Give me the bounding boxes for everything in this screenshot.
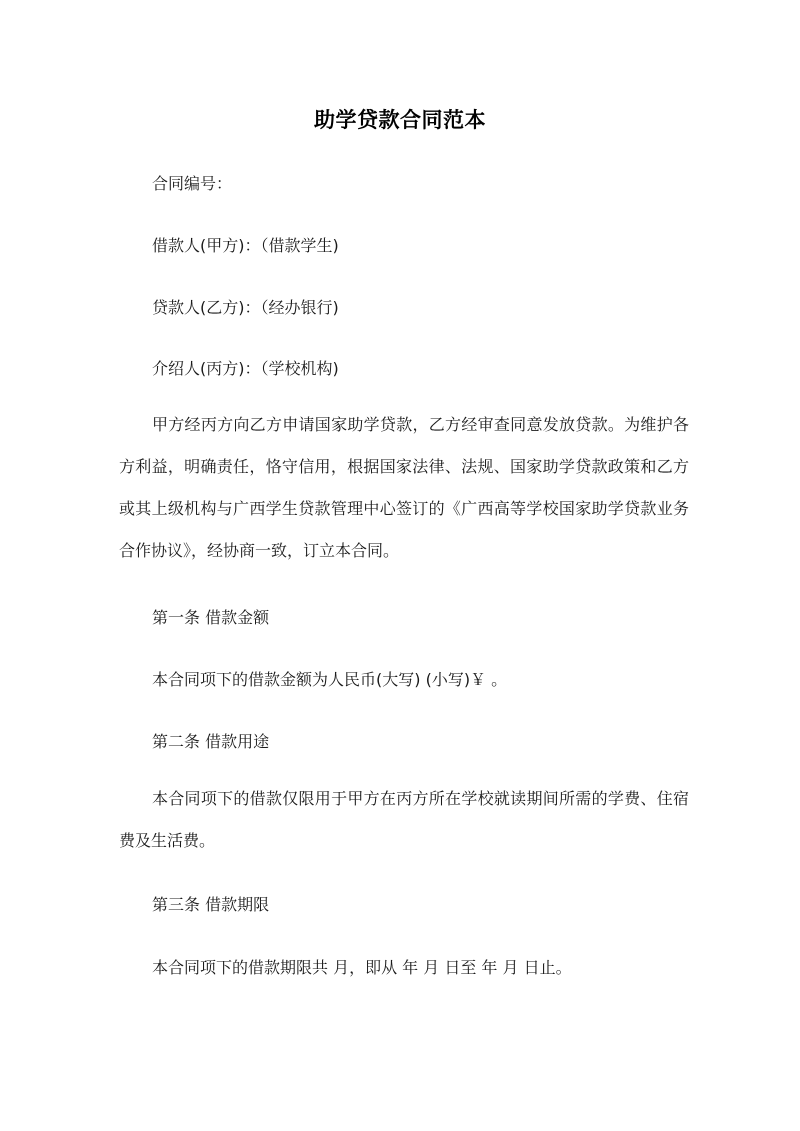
- borrower-line: 借款人(甲方)：（借款学生): [152, 236, 339, 255]
- article-2-heading: 第二条 借款用途: [152, 732, 270, 751]
- article-3-heading: 第三条 借款期限: [152, 895, 270, 914]
- lender-line: 贷款人(乙方)：（经办银行): [152, 298, 339, 317]
- article-1-heading: 第一条 借款金额: [152, 608, 270, 627]
- contract-number-label: 合同编号：: [152, 174, 233, 193]
- document-title: 助学贷款合同范本: [314, 108, 486, 132]
- article-2-body: 本合同项下的借款仅限用于甲方在丙方所在学校就读期间所需的学费、住宿费及生活费。: [119, 789, 689, 850]
- introducer-line: 介绍人(丙方)：（学校机构): [152, 359, 339, 378]
- article-1-body: 本合同项下的借款金额为人民币(大写) (小写)￥ 。: [152, 670, 508, 689]
- article-3-body: 本合同项下的借款期限共 月，即从 年 月 日至 年 月 日止。: [152, 958, 572, 977]
- preamble-paragraph: 甲方经丙方向乙方申请国家助学贷款，乙方经审查同意发放贷款。为维护各方利益，明确责任，恪守信用，根据国家法律、法规、国家助学贷款政策和乙方或其上级机构与广西学生贷款管理中心签订的《广西高等学校国家助学贷款业务合作协议》，经协商一致，订立本合同。: [119, 415, 689, 560]
